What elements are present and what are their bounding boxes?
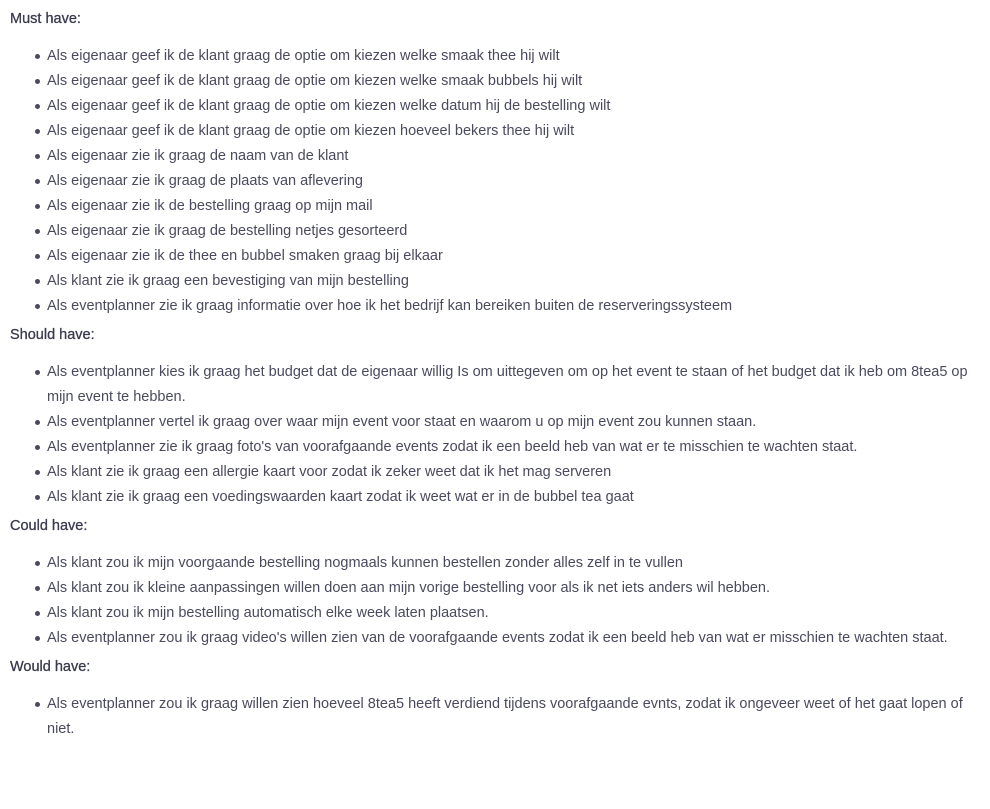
section-would-have xyxy=(10,657,980,742)
list-item: Als eventplanner zou ik graag video's willen zien van de voorafgaande events zodat ik een beeld heb van wat er misschien te wachten staat. xyxy=(47,626,980,651)
list-item: Als klant zou ik mijn voorgaande bestelling nogmaals kunnen bestellen zonder alles zelf in te vullen xyxy=(47,551,980,576)
list-item: Als klant zie ik graag een allergie kaart voor zodat ik zeker weet dat ik het mag serveren xyxy=(47,460,980,485)
list-item: Als klant zou ik kleine aanpassingen willen doen aan mijn vorige bestelling voor als ik net iets anders wil hebben. xyxy=(47,576,980,601)
list-item: Als eventplanner zou ik graag willen zien hoeveel 8tea5 heeft verdiend tijdens voorafgaande evnts, zodat ik ongeveer weet of het gaat lopen of niet. xyxy=(47,692,980,742)
section-heading: Should have: xyxy=(10,327,95,343)
list-item: Als eigenaar geef ik de klant graag de optie om kiezen welke smaak thee hij wilt xyxy=(47,44,980,69)
list-item: Als klant zie ik graag een bevestiging van mijn bestelling xyxy=(47,269,980,294)
list-item: Als eigenaar zie ik graag de naam van de klant xyxy=(47,144,980,169)
story-list xyxy=(10,551,980,651)
list-item: Als eigenaar geef ik de klant graag de optie om kiezen welke datum hij de bestelling wilt xyxy=(47,94,980,119)
section-heading: Must have: xyxy=(10,11,81,27)
list-item: Als eigenaar zie ik de thee en bubbel smaken graag bij elkaar xyxy=(47,244,980,269)
list-item: Als eigenaar geef ik de klant graag de optie om kiezen welke smaak bubbels hij wilt xyxy=(47,69,980,94)
section-must-have xyxy=(10,9,980,319)
list-item: Als eigenaar zie ik graag de bestelling netjes gesorteerd xyxy=(47,219,980,244)
section-should-have xyxy=(10,325,980,510)
story-list xyxy=(10,692,980,742)
section-heading: Would have: xyxy=(10,659,91,675)
story-list xyxy=(10,360,980,510)
section-heading: Could have: xyxy=(10,518,88,534)
list-item: Als klant zie ik graag een voedingswaarden kaart zodat ik weet wat er in de bubbel tea gaat xyxy=(47,485,980,510)
list-item: Als eigenaar zie ik graag de plaats van aflevering xyxy=(47,169,980,194)
list-item: Als eventplanner zie ik graag informatie over hoe ik het bedrijf kan bereiken buiten de reserveringssysteem xyxy=(47,294,980,319)
list-item: Als eventplanner vertel ik graag over waar mijn event voor staat en waarom u op mijn event zou kunnen staan. xyxy=(47,410,980,435)
list-item: Als eventplanner kies ik graag het budget dat de eigenaar willig Is om uittegeven om op het event te staan of het budget dat ik heb om 8tea5 op mijn event te hebben. xyxy=(47,360,980,410)
list-item: Als eventplanner zie ik graag foto's van voorafgaande events zodat ik een beeld heb van wat er te misschien te wachten staat. xyxy=(47,435,980,460)
list-item: Als eigenaar zie ik de bestelling graag op mijn mail xyxy=(47,194,980,219)
story-list xyxy=(10,44,980,319)
list-item: Als eigenaar geef ik de klant graag de optie om kiezen hoeveel bekers thee hij wilt xyxy=(47,119,980,144)
list-item: Als klant zou ik mijn bestelling automatisch elke week laten plaatsen. xyxy=(47,601,980,626)
section-could-have xyxy=(10,516,980,651)
